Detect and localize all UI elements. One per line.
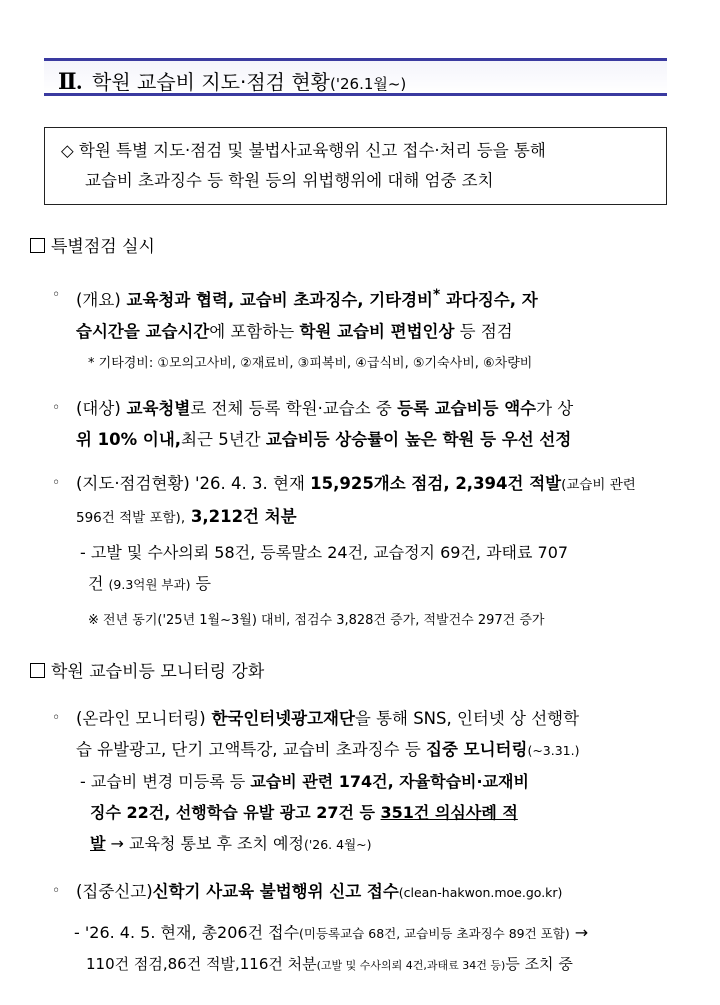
text: 교습비 관련 174건, 자율학습비·교재비 <box>250 772 529 791</box>
text: 습시간을 교습시간 <box>76 321 210 341</box>
section-title-bar <box>44 58 667 96</box>
text: 351건 의심사례 적 <box>380 803 518 822</box>
text: 교육청별 <box>120 399 191 418</box>
text: ('26. 4월~) <box>303 837 372 852</box>
circle-bullet-icon: ◦ <box>52 475 61 491</box>
item-label: (온라인 모니터링) <box>76 709 206 728</box>
text: (clean-hakwon.moe.go.kr) <box>398 885 563 900</box>
text: 등록 교습비등 액수 <box>397 399 537 418</box>
text: → 교육청 통보 후 조치 예정 <box>105 834 304 853</box>
text: 징수 22건, 선행학습 유발 광고 27건 등 <box>90 803 381 822</box>
section-title-period: ('26.1월~) <box>330 75 407 93</box>
section-heading-text: 학원 교습비등 모니터링 강화 <box>51 662 265 682</box>
section-number: Ⅱ. <box>58 69 83 94</box>
text: 을 통해 SNS, 인터넷 상 선행학 <box>354 709 580 728</box>
footnote-other-expenses: * 기타경비: ①모의고사비, ②재료비, ③피복비, ④급식비, ⑤기숙사비, ⑥차량비 <box>88 356 533 371</box>
text: 집중 모니터링 <box>426 740 528 759</box>
text: (교습비 관련 <box>561 477 636 493</box>
square-bullet-icon <box>30 238 45 253</box>
sub-item-monitoring-results <box>80 766 675 860</box>
text: 신학기 사교육 불법행위 신고 접수 <box>152 882 399 901</box>
text: - 고발 및 수사의뢰 58건, 등록말소 24건, 교습정지 69건, 과태료 707 <box>80 543 569 562</box>
summary-line-1: ◇ 학원 특별 지도·점검 및 불법사교육행위 신고 접수·처리 등을 통해 <box>61 141 546 160</box>
note-yoy-comparison: ※ 전년 동기('25년 1월~3월) 대비, 점검수 3,828건 증가, 적발건수 297건 증가 <box>88 613 545 628</box>
section-heading-text: 특별점검 실시 <box>51 237 155 257</box>
item-label: (개요) <box>76 290 121 310</box>
text: 가 상 <box>536 399 574 418</box>
text: (미등록교습 68건, 교습비등 초과징수 89건 포함) <box>299 926 570 941</box>
section-heading-monitoring <box>30 657 264 682</box>
summary-box <box>44 127 667 205</box>
text: 발 <box>90 834 106 853</box>
section-heading-special-inspection <box>30 232 155 257</box>
text: 등 점검 <box>454 321 513 341</box>
text: (9.3억원 부과) <box>108 577 191 592</box>
text: 이 높은 학원 등 우선 선정 <box>383 430 572 449</box>
item-online-monitoring <box>46 703 676 766</box>
item-target <box>46 393 676 455</box>
footnote-mark: * <box>433 287 441 303</box>
text: 최근 5년간 <box>181 430 266 449</box>
text: → <box>569 923 589 942</box>
text: 등 조치 중 <box>505 955 573 973</box>
text: 15,925개소 점검, 2,394건 적발 <box>310 474 562 493</box>
circle-bullet-icon: ◦ <box>52 883 61 899</box>
square-bullet-icon <box>30 663 45 678</box>
text: 3,212건 처분 <box>185 507 297 526</box>
text: 과다징수, 자 <box>440 290 538 310</box>
sub-item-report-results <box>74 917 684 981</box>
item-label: (대상) <box>76 399 121 418</box>
text: 교습비등 상승률 <box>265 430 384 449</box>
text: 학원 교습비 편법인상 <box>299 321 455 341</box>
text: '26. 4. 3. 현재 <box>189 474 311 493</box>
text: 건 <box>88 574 109 593</box>
section-title <box>58 66 406 95</box>
text: 110건 점검,86건 적발,116건 처분 <box>86 955 317 973</box>
text: 한국인터넷광고재단 <box>205 709 355 728</box>
circle-bullet-icon: ◦ <box>52 710 61 726</box>
text: 에 포함하는 <box>209 321 300 341</box>
text: 위 10% 이내, <box>76 430 182 449</box>
text: 교육청과 협력, 교습비 초과징수, 기타경비 <box>120 290 433 310</box>
item-label: (지도·점검현황) <box>76 474 190 493</box>
text: 596건 적발 포함), <box>76 510 186 526</box>
text: - '26. 4. 5. 현재, 총206건 접수 <box>74 923 300 942</box>
section-title-main: 학원 교습비 지도·점검 현황 <box>92 70 330 94</box>
circle-bullet-icon: ◦ <box>52 287 61 303</box>
text: 등 <box>190 574 211 593</box>
item-label: (집중신고) <box>76 882 153 901</box>
text: - 교습비 변경 미등록 등 <box>80 772 251 791</box>
text: 습 유발광고, 단기 고액특강, 교습비 초과징수 등 <box>76 740 427 759</box>
item-inspection-status <box>46 468 676 534</box>
sub-item-dispositions <box>80 537 675 600</box>
item-intensive-reporting <box>46 876 676 908</box>
text: (고발 및 수사의뢰 4건,과태료 34건 등) <box>316 959 506 972</box>
text: 로 전체 등록 학원·교습소 중 <box>190 399 398 418</box>
item-overview <box>46 280 676 347</box>
summary-line-2: 교습비 초과징수 등 학원 등의 위법행위에 대해 엄중 조치 <box>85 171 494 190</box>
circle-bullet-icon: ◦ <box>52 400 61 416</box>
text: (~3.31.) <box>527 743 580 758</box>
